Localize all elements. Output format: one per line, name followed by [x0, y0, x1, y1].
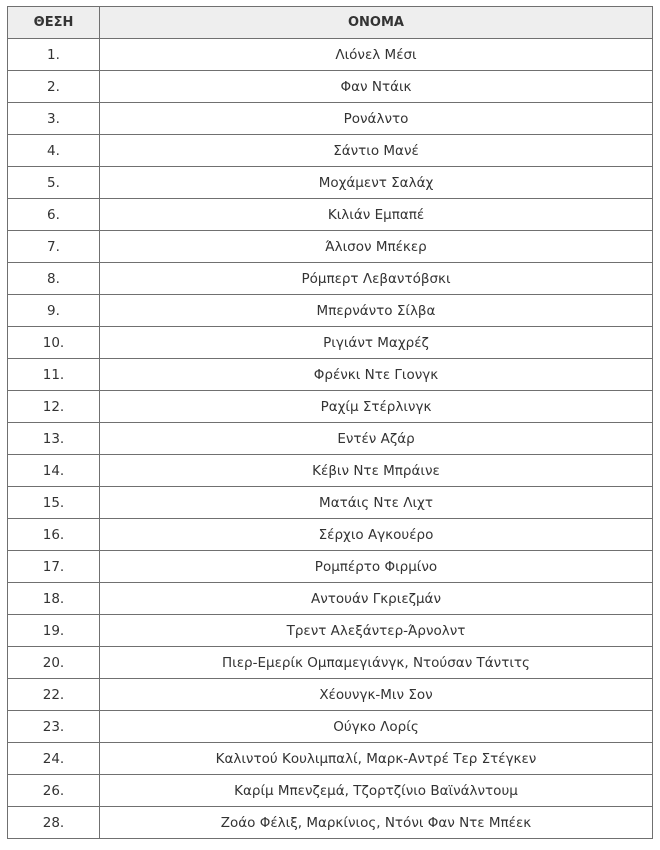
player-name-cell: Κέβιν Ντε Μπράινε — [100, 455, 653, 487]
table-row — [8, 519, 653, 551]
position-cell: 22. — [8, 679, 100, 711]
position-cell: 6. — [8, 199, 100, 231]
position-cell: 16. — [8, 519, 100, 551]
position-cell: 26. — [8, 775, 100, 807]
table-row — [8, 391, 653, 423]
player-name-cell: Ούγκο Λορίς — [100, 711, 653, 743]
position-cell: 12. — [8, 391, 100, 423]
player-name-cell: Ραχίμ Στέρλινγκ — [100, 391, 653, 423]
table-row — [8, 679, 653, 711]
player-name-cell: Αντουάν Γκριεζμάν — [100, 583, 653, 615]
position-cell: 23. — [8, 711, 100, 743]
player-name-cell: Άλισον Μπέκερ — [100, 231, 653, 263]
position-cell: 7. — [8, 231, 100, 263]
position-cell: 18. — [8, 583, 100, 615]
table-row — [8, 807, 653, 839]
table-row — [8, 39, 653, 71]
position-cell: 1. — [8, 39, 100, 71]
table-row — [8, 551, 653, 583]
player-name-cell: Εντέν Αζάρ — [100, 423, 653, 455]
table-row — [8, 103, 653, 135]
player-name-cell: Λιόνελ Μέσι — [100, 39, 653, 71]
table-row — [8, 327, 653, 359]
table-row — [8, 775, 653, 807]
table-row — [8, 615, 653, 647]
table-row — [8, 423, 653, 455]
table-row — [8, 647, 653, 679]
position-cell: 24. — [8, 743, 100, 775]
table-header-row — [8, 7, 653, 39]
table-row — [8, 167, 653, 199]
position-cell: 5. — [8, 167, 100, 199]
player-name-cell: Ζοάο Φέλιξ, Μαρκίνιος, Ντόνι Φαν Ντε Μπέεκ — [100, 807, 653, 839]
position-cell: 20. — [8, 647, 100, 679]
player-name-cell: Ριγιάντ Μαχρέζ — [100, 327, 653, 359]
position-cell: 19. — [8, 615, 100, 647]
position-cell: 15. — [8, 487, 100, 519]
player-name-cell: Μπερνάντο Σίλβα — [100, 295, 653, 327]
position-cell: 17. — [8, 551, 100, 583]
table-row — [8, 135, 653, 167]
position-cell: 14. — [8, 455, 100, 487]
player-name-cell: Ματάις Ντε Λιχτ — [100, 487, 653, 519]
table-row — [8, 231, 653, 263]
table-row — [8, 295, 653, 327]
position-cell: 9. — [8, 295, 100, 327]
ranking-table — [7, 6, 653, 839]
player-name-cell: Ρομπέρτο Φιρμίνο — [100, 551, 653, 583]
ranking-table-container — [7, 6, 653, 839]
player-name-cell: Ρόμπερτ Λεβαντόβσκι — [100, 263, 653, 295]
table-row — [8, 711, 653, 743]
position-cell: 10. — [8, 327, 100, 359]
table-row — [8, 359, 653, 391]
position-cell: 13. — [8, 423, 100, 455]
player-name-cell: Καρίμ Μπενζεμά, Τζορτζίνιο Βαϊνάλντουμ — [100, 775, 653, 807]
table-row — [8, 455, 653, 487]
position-cell: 11. — [8, 359, 100, 391]
player-name-cell: Κιλιάν Εμπαπέ — [100, 199, 653, 231]
table-row — [8, 583, 653, 615]
player-name-cell: Μοχάμεντ Σαλάχ — [100, 167, 653, 199]
position-cell: 3. — [8, 103, 100, 135]
position-cell: 8. — [8, 263, 100, 295]
player-name-cell: Φρένκι Ντε Γιονγκ — [100, 359, 653, 391]
column-header-name: ΟΝΟΜΑ — [100, 7, 653, 39]
table-header — [8, 7, 653, 39]
column-header-position: ΘΕΣΗ — [8, 7, 100, 39]
player-name-cell: Σάντιο Μανέ — [100, 135, 653, 167]
player-name-cell: Χέουνγκ-Μιν Σον — [100, 679, 653, 711]
player-name-cell: Φαν Ντάικ — [100, 71, 653, 103]
table-row — [8, 199, 653, 231]
position-cell: 2. — [8, 71, 100, 103]
table-row — [8, 71, 653, 103]
table-row — [8, 263, 653, 295]
table-row — [8, 743, 653, 775]
player-name-cell: Ρονάλντο — [100, 103, 653, 135]
player-name-cell: Πιερ-Εμερίκ Ομπαμεγιάνγκ, Ντούσαν Τάντιτς — [100, 647, 653, 679]
position-cell: 4. — [8, 135, 100, 167]
table-body — [8, 39, 653, 839]
player-name-cell: Τρεντ Αλεξάντερ-Άρνολντ — [100, 615, 653, 647]
player-name-cell: Σέρχιο Αγκουέρο — [100, 519, 653, 551]
table-row — [8, 487, 653, 519]
position-cell: 28. — [8, 807, 100, 839]
player-name-cell: Καλιντού Κουλιμπαλί, Μαρκ-Αντρέ Τερ Στέγκεν — [100, 743, 653, 775]
